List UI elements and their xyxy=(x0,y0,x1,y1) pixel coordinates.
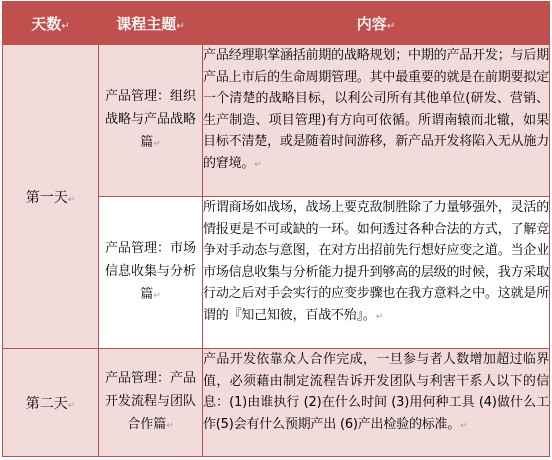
return-mark: ↵ xyxy=(375,311,384,322)
content-cell: 所谓商场如战场，战场上要克敌制胜除了力量够强外，灵活的情报更是不可或缺的一环。如何透过各种合法的方式，了解竞争对手动态与意图，在对方出招前先行想好应变之道。当企业市场信息收集与分析能力提升到够高的层级的时候，我方采取行动之后对手会实行的应变步骤也在我方意料之中。这就是所谓的『知己知彼，百战不殆』。↵ xyxy=(203,197,550,349)
return-mark: ↵ xyxy=(254,159,262,170)
return-mark: ↵ xyxy=(176,20,185,32)
table-row xyxy=(3,349,550,457)
return-mark: ↵ xyxy=(67,400,76,411)
topic-cell: 产品管理：组织战略与产品战略篇↵ xyxy=(99,45,203,197)
topic-cell: 产品管理：产品开发流程与团队合作篇↵ xyxy=(99,349,203,457)
topic-cell: 产品管理：市场信息收集与分析篇↵ xyxy=(99,197,203,349)
header-topic: 课程主题↵ xyxy=(99,2,203,45)
return-mark: ↵ xyxy=(166,421,174,431)
return-mark: ↵ xyxy=(153,291,161,301)
header-row xyxy=(3,2,550,45)
return-mark: ↵ xyxy=(386,20,396,32)
return-mark: ↵ xyxy=(153,139,161,149)
header-content: 内容↵ xyxy=(203,2,550,45)
content-cell: 产品经理职掌涵括前期的战略规划；中期的产品开发；与后期产品上市后的生命周期管理。其中最重要的就是在前期要拟定一个清楚的战略目标，以利公司所有其他单位(研发、营销、生产制造、项目管理)有方向可依循。所谓南辕而北辙，如果目标不清楚，或是随着时间游移，新产品开发将陷入无从施力的窘境。↵ xyxy=(203,45,550,197)
day-cell: 第一天↵ xyxy=(3,45,99,349)
course-schedule-table xyxy=(2,1,550,457)
return-mark: ↵ xyxy=(67,194,76,205)
return-mark: ↵ xyxy=(460,420,468,431)
content-cell: 产品开发依靠众人合作完成，一旦参与者人数增加超过临界值，必须藉由制定流程告诉开发团队与利害干系人以下的信息：(1)由谁执行 (2)在什么时间 (3)用何种工具 (4)做什么工作(5)会有什么预期产出 (6)产出检验的标准。↵ xyxy=(203,349,550,457)
day-cell: 第二天↵ xyxy=(3,349,99,457)
header-day: 天数↵ xyxy=(3,2,99,45)
table-row xyxy=(3,45,550,197)
return-mark: ↵ xyxy=(61,20,70,32)
